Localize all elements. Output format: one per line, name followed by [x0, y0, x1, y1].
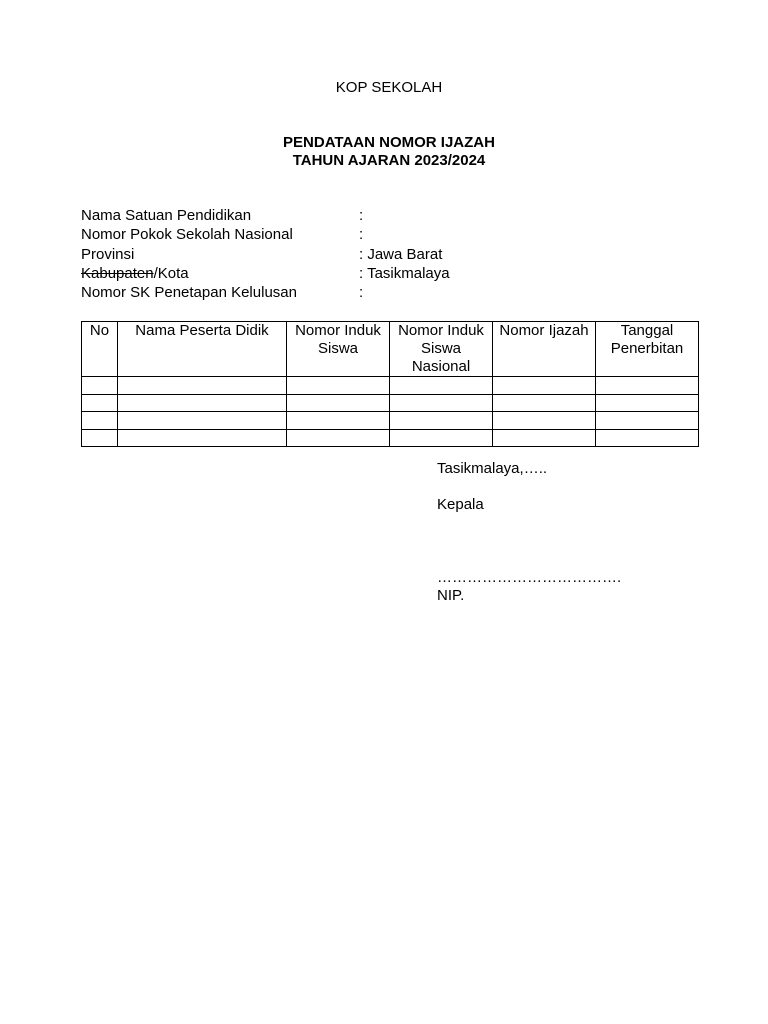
table-cell — [390, 412, 493, 430]
document-title — [0, 134, 768, 170]
table-cell — [82, 394, 118, 412]
info-value: : — [359, 284, 364, 302]
signature-role: Kepala — [437, 496, 484, 513]
table-cell — [287, 394, 390, 412]
struck-kabupaten: Kabupaten — [81, 264, 154, 282]
signature-place-date: Tasikmalaya,….. — [437, 460, 548, 477]
table-header-row — [82, 322, 699, 377]
info-label — [81, 264, 359, 283]
table-cell — [118, 377, 287, 395]
info-value: : Tasikmalaya — [359, 264, 450, 282]
column-header-nis: Nomor Induk Siswa — [287, 322, 390, 377]
info-value: : — [359, 207, 364, 224]
column-header-tanggal: Tanggal Penerbitan — [596, 322, 699, 377]
table-cell — [493, 412, 596, 430]
info-label: Nomor SK Penetapan Kelulusan — [81, 284, 297, 302]
table-cell — [493, 429, 596, 447]
kota-label: /Kota — [153, 264, 189, 282]
table-cell — [493, 394, 596, 412]
signature-name-line: ………………………………. — [437, 569, 622, 586]
title-line-1: PENDATAAN NOMOR IJAZAH — [283, 134, 495, 151]
column-header-nama: Nama Peserta Didik — [118, 322, 287, 377]
table-cell — [596, 429, 699, 447]
table-row — [82, 377, 699, 395]
table-cell — [390, 394, 493, 412]
table-cell — [82, 429, 118, 447]
table-cell — [493, 377, 596, 395]
table-cell — [118, 429, 287, 447]
table-cell — [596, 394, 699, 412]
info-value: : Jawa Barat — [359, 245, 443, 263]
info-label: Provinsi — [81, 245, 135, 263]
table-cell — [390, 377, 493, 395]
column-header-ijazah: Nomor Ijazah — [493, 322, 596, 377]
column-header-no: No — [82, 322, 118, 377]
school-letterhead: KOP SEKOLAH — [335, 79, 443, 96]
info-label: Nama Satuan Pendidikan — [81, 207, 252, 224]
table-cell — [596, 377, 699, 395]
info-label: Nomor Pokok Sekolah Nasional — [81, 226, 293, 244]
school-info-block — [81, 206, 450, 302]
table-cell — [82, 412, 118, 430]
info-row-sk — [81, 283, 450, 302]
title-line-2: TAHUN AJARAN 2023/2024 — [292, 152, 486, 169]
table-cell — [118, 394, 287, 412]
table-cell — [118, 412, 287, 430]
signature-nip: NIP. — [437, 587, 465, 604]
table-cell — [596, 412, 699, 430]
info-row-nama-satuan — [81, 206, 450, 225]
table-row — [82, 394, 699, 412]
info-row-npsn — [81, 225, 450, 244]
table-cell — [287, 377, 390, 395]
info-value: : — [359, 226, 364, 244]
table-cell — [390, 429, 493, 447]
table-row — [82, 429, 699, 447]
table-cell — [287, 412, 390, 430]
table-row — [82, 412, 699, 430]
table-cell — [82, 377, 118, 395]
info-row-kota — [81, 264, 450, 283]
column-header-nisn: Nomor Induk Siswa Nasional — [390, 322, 493, 377]
info-row-provinsi — [81, 245, 450, 264]
table-cell — [287, 429, 390, 447]
ijazah-table — [81, 321, 699, 447]
